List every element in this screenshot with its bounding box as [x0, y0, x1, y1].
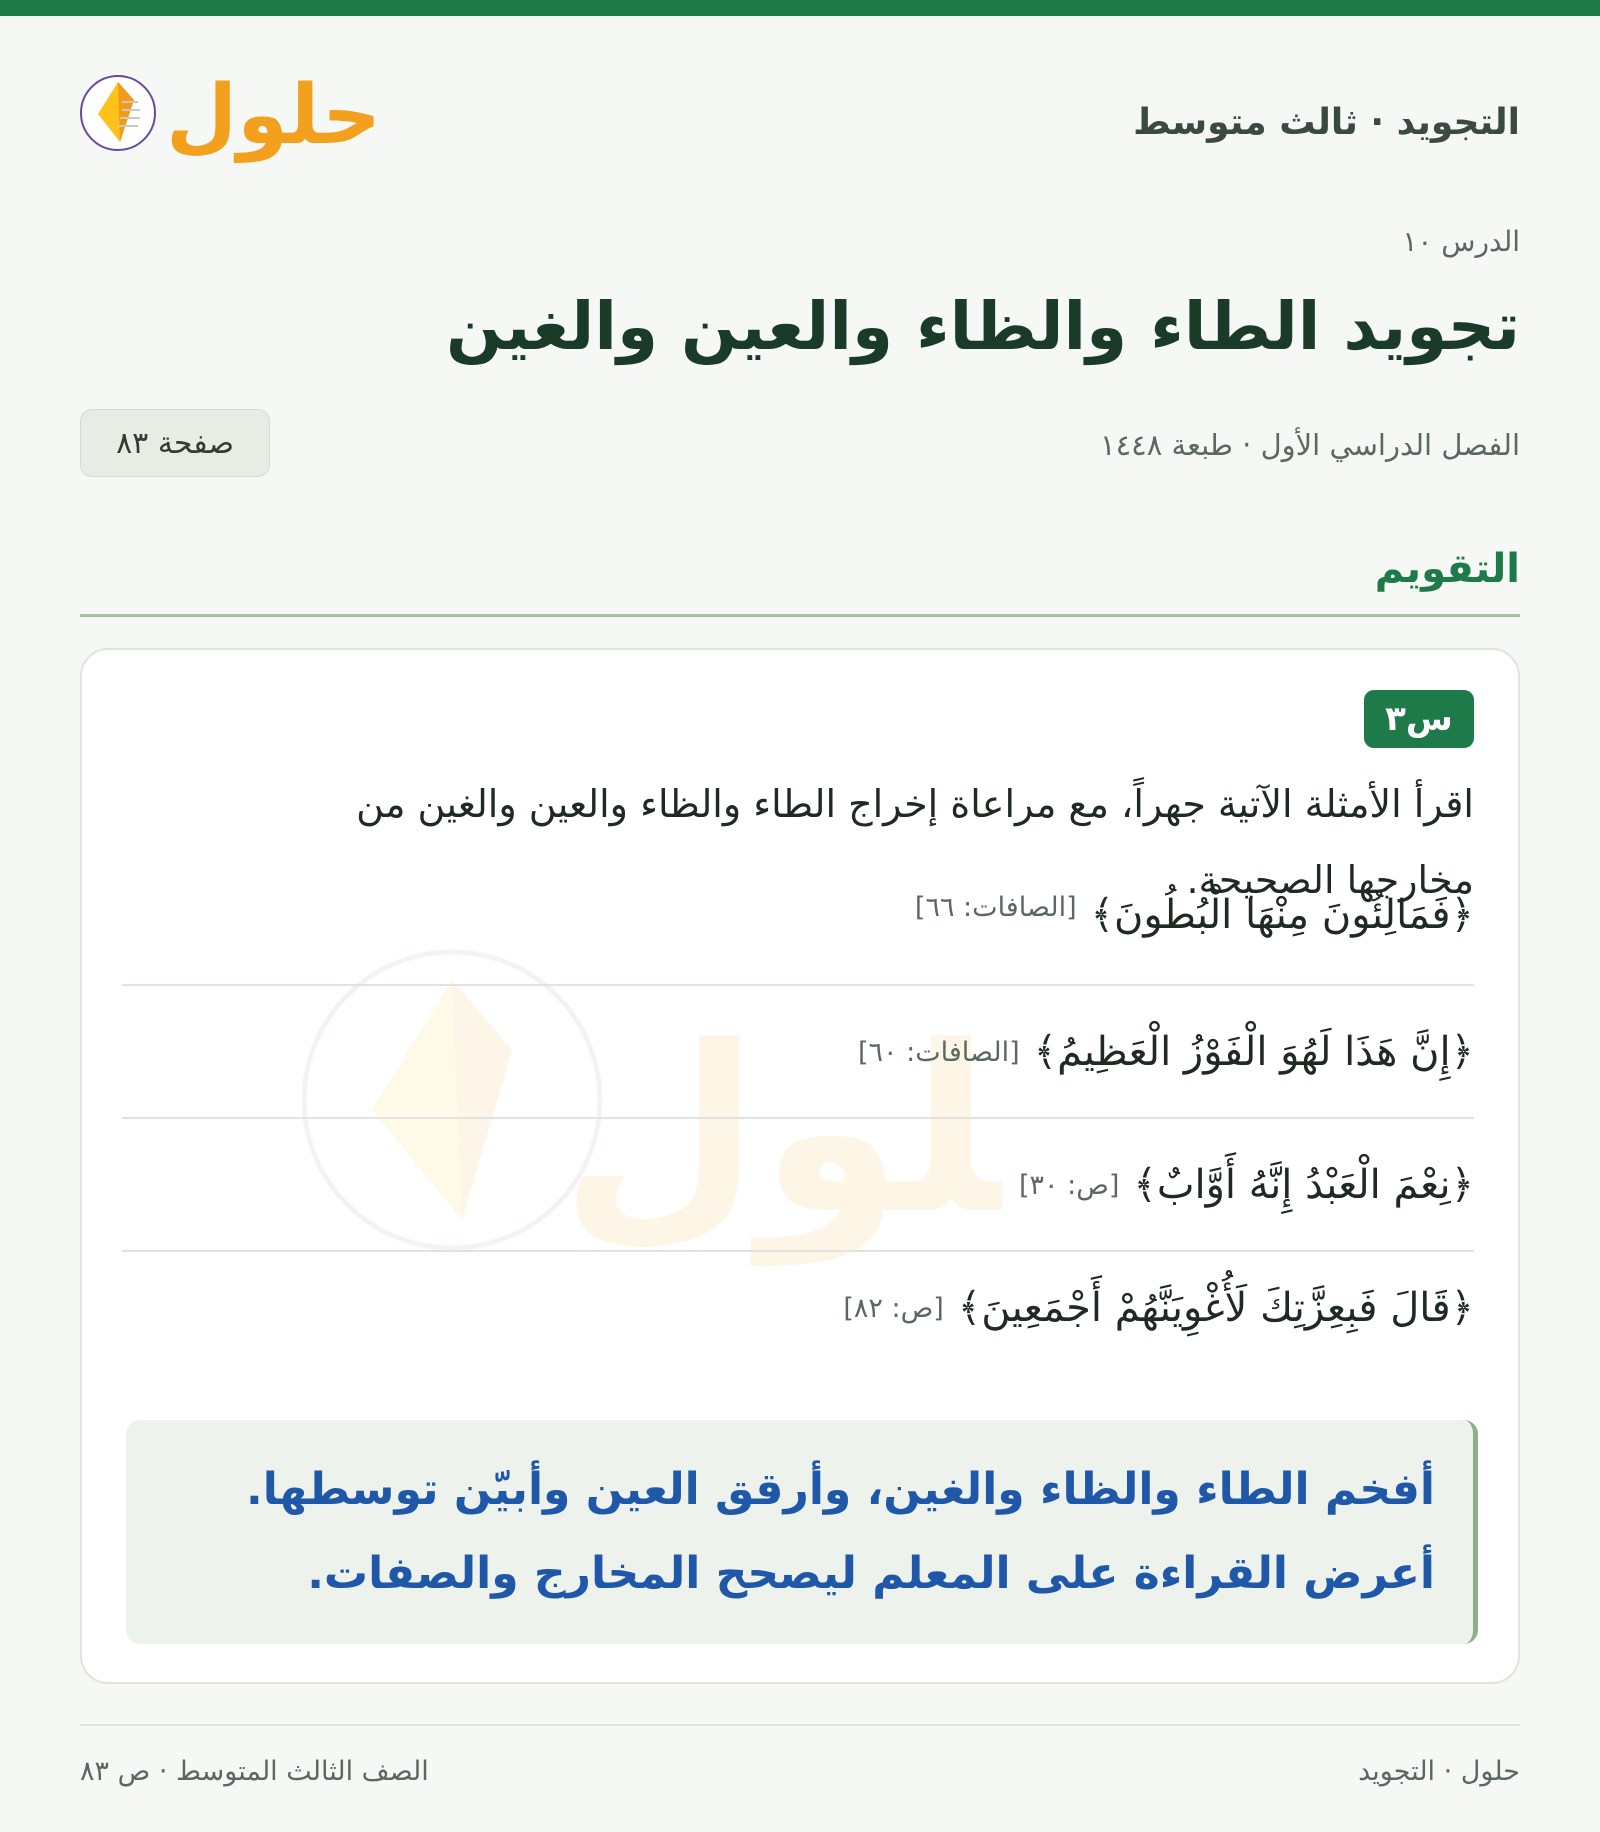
answer-line: أفخم الطاء والظاء والغين، وأرقق العين وأبيّن توسطها. [246, 1464, 1435, 1515]
page-title: تجويد الطاء والظاء والعين والغين [445, 288, 1520, 365]
top-accent-bar [0, 0, 1600, 16]
verse-reference: [ص: ٨٢] [843, 1292, 944, 1324]
subject-grade-label: التجويد · ثالث متوسط [1133, 102, 1520, 143]
answer-line: أعرض القراءة على المعلم ليصحح المخارج والصفات. [307, 1548, 1435, 1599]
verse-text: ﴿قَالَ فَبِعِزَّتِكَ لَأُغْوِيَنَّهُمْ أَجْمَعِينَ﴾ [957, 1285, 1474, 1331]
verse-reference: [ص: ٣٠] [1018, 1169, 1120, 1201]
verse-text: ﴿فَمَالِئُونَ مِنْهَا الْبُطُونَ﴾ [1090, 892, 1474, 938]
verse-text: ﴿إِنَّ هَذَا لَهُوَ الْفَوْزُ الْعَظِيمُ﴾ [1033, 1029, 1474, 1075]
hulul-logo[interactable] [80, 64, 380, 184]
svg-text:حلول: لول [560, 998, 998, 1265]
page-header [80, 64, 1520, 184]
verse-reference: [الصافات: ٦٦] [914, 892, 1077, 923]
edition-meta: الفصل الدراسي الأول · طبعة ١٤٤٨ [1100, 428, 1520, 462]
section-title: التقويم [1374, 546, 1520, 592]
question-number-badge: س٣ [1364, 690, 1474, 748]
lesson-number: الدرس ١٠ [1402, 225, 1520, 258]
verse-example [122, 1120, 1474, 1252]
question-card [80, 648, 1520, 1684]
verse-text: ﴿نِعْمَ الْعَبْدُ إِنَّهُ أَوَّابٌ﴾ [1133, 1162, 1474, 1208]
section-divider [80, 614, 1520, 617]
footer-grade-page: الصف الثالث المتوسط · ص ٨٣ [80, 1756, 429, 1787]
page-number-pill: صفحة ٨٣ [80, 409, 270, 477]
question-instruction: اقرأ الأمثلة الآتية جهراً، مع مراعاة إخراج الطاء والظاء والعين والغين من مخارجها الصحيحة. [356, 782, 1474, 902]
verse-example [122, 987, 1474, 1119]
verse-example [122, 890, 1474, 986]
footer-divider [80, 1724, 1520, 1726]
answer-box [126, 1420, 1478, 1644]
logo-wordmark: حلول [166, 68, 382, 163]
footer-brand: حلول · التجويد [1358, 1756, 1520, 1787]
verse-reference: [الصافات: ٦٠] [857, 1036, 1020, 1068]
verse-example [122, 1253, 1474, 1363]
